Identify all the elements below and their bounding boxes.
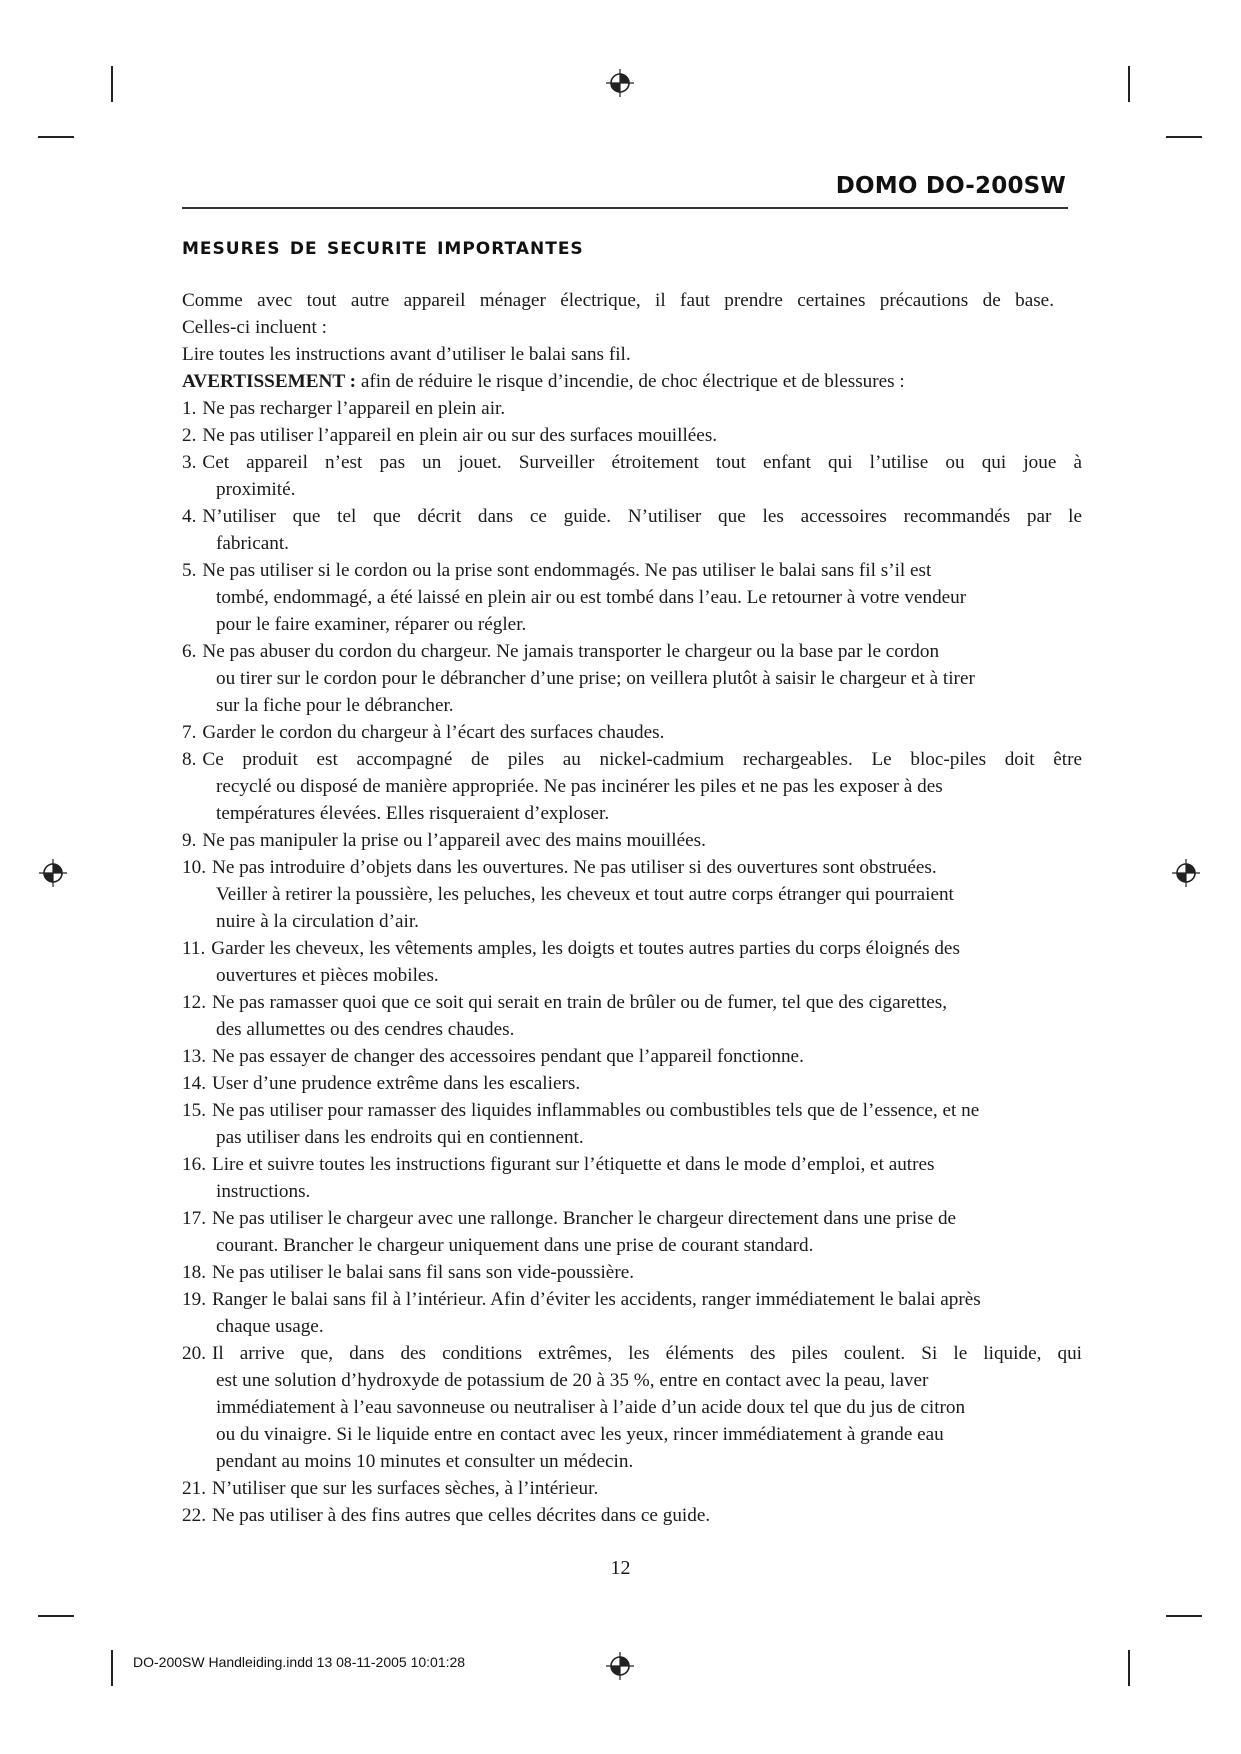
warning-line	[182, 368, 1082, 395]
list-item	[182, 1043, 1082, 1070]
item-text: Ne pas ramasser quoi que ce soit qui serait en train de brûler ou de fumer, tel que des cigarettes,	[211, 992, 948, 1013]
item-number: 19.	[182, 1289, 206, 1310]
list-item	[182, 854, 1082, 935]
item-text: chaque usage.	[216, 1316, 324, 1337]
item-number: 12.	[182, 992, 206, 1013]
item-number: 6.	[182, 641, 197, 662]
footer-slug: DO-200SW Handleiding.indd 13 08-11-2005 10:01:28	[133, 1654, 466, 1670]
registration-mark-icon	[605, 68, 635, 98]
list-item	[182, 935, 1082, 989]
list-item	[182, 1097, 1082, 1151]
list-item	[182, 638, 1082, 719]
list-item	[182, 503, 1082, 557]
crop-mark	[111, 1650, 113, 1686]
list-item	[182, 989, 1082, 1043]
crop-mark	[38, 1615, 74, 1617]
item-text: proximité.	[216, 479, 296, 500]
item-text: fabricant.	[216, 533, 289, 554]
item-text: N’utiliser que tel que décrit dans ce guide. N’utiliser que les accessoires recommandés par le	[202, 506, 1082, 527]
item-number: 4.	[182, 506, 197, 527]
item-text: tombé, endommagé, a été laissé en plein air ou est tombé dans l’eau. Le retourner à votre vendeur	[216, 587, 967, 608]
item-text: Ne pas recharger l’appareil en plein air.	[202, 398, 506, 419]
item-number: 17.	[182, 1208, 206, 1229]
item-text: Veiller à retirer la poussière, les peluches, les cheveux et tout autre corps étranger qui pourraient	[216, 884, 954, 905]
item-text: Ne pas utiliser le balai sans fil sans son vide-poussière.	[211, 1262, 635, 1283]
list-item	[182, 1259, 1082, 1286]
item-text: nuire à la circulation d’air.	[216, 911, 419, 932]
item-text: courant. Brancher le chargeur uniquement dans une prise de courant standard.	[216, 1235, 814, 1256]
item-text: Il arrive que, dans des conditions extrêmes, les éléments des piles coulent. Si le liquide, qui	[211, 1343, 1082, 1364]
document-body	[182, 287, 1082, 1529]
list-item	[182, 395, 1082, 422]
item-text: Ranger le balai sans fil à l’intérieur. Afin d’éviter les accidents, ranger immédiatement le balai après	[211, 1289, 981, 1310]
item-number: 15.	[182, 1100, 206, 1121]
item-text: Ne pas introduire d’objets dans les ouvertures. Ne pas utiliser si des ouvertures sont obstruées.	[211, 857, 937, 878]
item-number: 21.	[182, 1478, 206, 1499]
item-text: recyclé ou disposé de manière appropriée. Ne pas incinérer les piles et ne pas les exposer à des	[216, 776, 943, 797]
list-item	[182, 1151, 1082, 1205]
item-text: Garder le cordon du chargeur à l’écart des surfaces chaudes.	[202, 722, 665, 743]
list-item	[182, 1502, 1082, 1529]
item-number: 9.	[182, 830, 197, 851]
crop-mark	[1128, 1650, 1130, 1686]
item-text: ouvertures et pièces mobiles.	[216, 965, 439, 986]
item-number: 7.	[182, 722, 197, 743]
item-text: Garder les cheveux, les vêtements amples, les doigts et toutes autres parties du corps éloignés des	[211, 938, 960, 959]
list-item	[182, 719, 1082, 746]
item-number: 18.	[182, 1262, 206, 1283]
registration-mark-icon	[38, 858, 68, 888]
item-text: Ne pas utiliser si le cordon ou la prise sont endommagés. Ne pas utiliser le balai sans fil s’il est	[202, 560, 932, 581]
intro-line: Comme avec tout autre appareil ménager électrique, il faut prendre certaines précautions de base.	[182, 290, 1054, 311]
crop-mark	[1166, 136, 1202, 138]
item-number: 3.	[182, 452, 197, 473]
item-text: pendant au moins 10 minutes et consulter un médecin.	[216, 1451, 634, 1472]
safety-list	[182, 395, 1082, 1529]
item-text: des allumettes ou des cendres chaudes.	[216, 1019, 515, 1040]
header-title: DOMO DO-200SW	[835, 173, 1066, 199]
item-number: 5.	[182, 560, 197, 581]
item-text: pas utiliser dans les endroits qui en contiennent.	[216, 1127, 584, 1148]
item-text: Lire et suivre toutes les instructions figurant sur l’étiquette et dans le mode d’emploi, et autres	[211, 1154, 935, 1175]
item-text: Cet appareil n’est pas un jouet. Surveiller étroitement tout enfant qui l’utilise ou qui joue à	[202, 452, 1082, 473]
list-item	[182, 827, 1082, 854]
item-number: 10.	[182, 857, 206, 878]
intro-line: Lire toutes les instructions avant d’utiliser le balai sans fil.	[182, 344, 631, 365]
item-text: instructions.	[216, 1181, 311, 1202]
crop-mark	[38, 136, 74, 138]
item-number: 22.	[182, 1505, 206, 1526]
item-text: ou du vinaigre. Si le liquide entre en contact avec les yeux, rincer immédiatement à grande eau	[216, 1424, 944, 1445]
item-text: immédiatement à l’eau savonneuse ou neutraliser à l’aide d’un acide doux tel que du jus de citron	[216, 1397, 966, 1418]
item-text: Ne pas utiliser pour ramasser des liquides inflammables ou combustibles tels que de l’essence, et ne	[211, 1100, 980, 1121]
item-text: Ne pas utiliser l’appareil en plein air ou sur des surfaces mouillées.	[202, 425, 718, 446]
warning-label: AVERTISSEMENT :	[182, 371, 357, 392]
list-item	[182, 422, 1082, 449]
item-number: 14.	[182, 1073, 206, 1094]
list-item	[182, 557, 1082, 638]
item-text: Ne pas utiliser à des fins autres que celles décrites dans ce guide.	[211, 1505, 711, 1526]
item-text: Ne pas manipuler la prise ou l’appareil avec des mains mouillées.	[202, 830, 706, 851]
list-item	[182, 1286, 1082, 1340]
list-item	[182, 1205, 1082, 1259]
list-item	[182, 449, 1082, 503]
crop-mark	[1166, 1615, 1202, 1617]
list-item	[182, 1475, 1082, 1502]
intro-line: Celles-ci incluent :	[182, 317, 327, 338]
item-text: Ne pas utiliser le chargeur avec une rallonge. Brancher le chargeur directement dans une prise de	[211, 1208, 957, 1229]
item-text: User d’une prudence extrême dans les escaliers.	[211, 1073, 581, 1094]
item-number: 13.	[182, 1046, 206, 1067]
item-number: 2.	[182, 425, 197, 446]
crop-mark	[1128, 66, 1130, 102]
page-number: 12	[610, 1557, 631, 1579]
item-text: températures élevées. Elles risqueraient d’exploser.	[216, 803, 610, 824]
list-item	[182, 1340, 1082, 1475]
registration-mark-icon	[1171, 858, 1201, 888]
item-number: 11.	[182, 938, 206, 959]
list-item	[182, 1070, 1082, 1097]
item-number: 16.	[182, 1154, 206, 1175]
item-text: Ne pas abuser du cordon du chargeur. Ne jamais transporter le chargeur ou la base par le cordon	[202, 641, 940, 662]
item-text: sur la fiche pour le débrancher.	[216, 695, 454, 716]
item-text: N’utiliser que sur les surfaces sèches, à l’intérieur.	[211, 1478, 599, 1499]
item-text: Ce produit est accompagné de piles au nickel-cadmium rechargeables. Le bloc-piles doit être	[202, 749, 1082, 770]
item-number: 20.	[182, 1343, 206, 1364]
registration-mark-icon	[605, 1651, 635, 1681]
item-text: est une solution d’hydroxyde de potassium de 20 à 35 %, entre en contact avec la peau, laver	[216, 1370, 929, 1391]
warning-text: afin de réduire le risque d’incendie, de choc électrique et de blessures :	[356, 371, 905, 392]
header-divider	[182, 207, 1068, 209]
item-number: 8.	[182, 749, 197, 770]
list-item	[182, 746, 1082, 827]
item-text: pour le faire examiner, réparer ou régler.	[216, 614, 527, 635]
item-number: 1.	[182, 398, 197, 419]
section-title: mesures de securite importantes	[182, 232, 584, 260]
item-text: ou tirer sur le cordon pour le débrancher d’une prise; on veillera plutôt à saisir le chargeur et à tirer	[216, 668, 975, 689]
crop-mark	[111, 66, 113, 102]
item-text: Ne pas essayer de changer des accessoires pendant que l’appareil fonctionne.	[211, 1046, 804, 1067]
